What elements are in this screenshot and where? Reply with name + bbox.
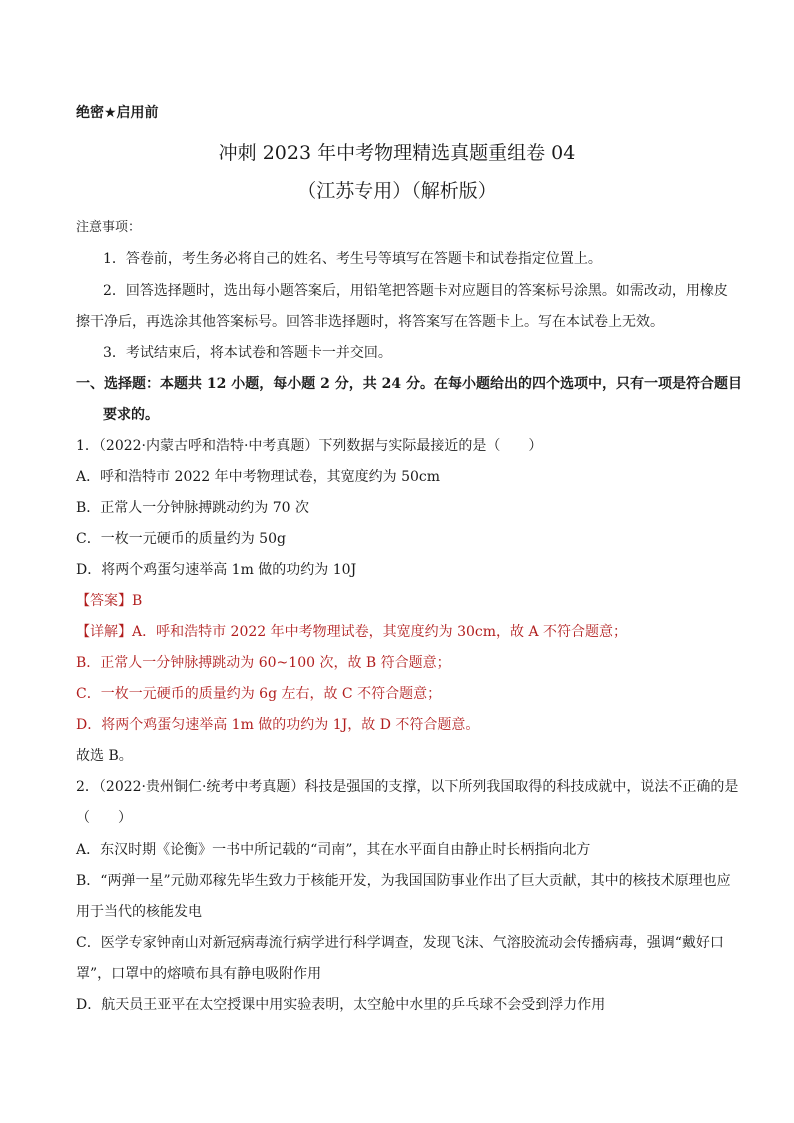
question-1-answer: 【答案】B bbox=[76, 593, 143, 609]
question-1-option-b: B．正常人一分钟脉搏跳动约为 70 次 bbox=[76, 500, 310, 516]
question-1-stem: 1．（2022·内蒙古呼和浩特·中考真题）下列数据与实际最接近的是（ ） bbox=[76, 438, 543, 454]
section-description: 本题共 12 小题，每小题 2 分，共 24 分。在每小题给出的四个选项中，只有一项是符合题目 bbox=[160, 376, 742, 392]
notice-item-1: 1．答卷前，考生务必将自己的姓名、考生号等填写在答题卡和试卷指定位置上。 bbox=[103, 251, 602, 267]
question-2-stem-cont: （ ） bbox=[76, 810, 132, 826]
page-title: 冲刺 2023 年中考物理精选真题重组卷 04 bbox=[218, 142, 576, 164]
section-heading bbox=[76, 374, 742, 394]
notice-item-2: 2．回答选择题时，选出每小题答案后，用铅笔把答题卡对应题目的答案标号涂黑。如需改动，用橡皮 bbox=[103, 283, 728, 299]
detail-option-a: A．呼和浩特市 2022 年中考物理试卷，其宽度约为 30cm，故 A 不符合题意； bbox=[132, 624, 628, 640]
notice-item-2-cont: 擦干净后，再选涂其他答案标号。回答非选择题时，将答案写在答题卡上。写在本试卷上无效。 bbox=[76, 314, 664, 330]
notice-heading: 注意事项： bbox=[76, 220, 142, 235]
question-1-option-d: D．将两个鸡蛋匀速举高 1m 做的功约为 10J bbox=[76, 562, 357, 578]
question-1-conclusion: 故选 B。 bbox=[76, 748, 133, 764]
question-1-detail bbox=[76, 622, 627, 642]
question-1-option-a: A．呼和浩特市 2022 年中考物理试卷，其宽度约为 50cm bbox=[76, 469, 441, 485]
detail-option-c: C．一枚一元硬币的质量约为 6g 左右，故 C 不符合题意； bbox=[76, 686, 442, 702]
notice-item-3: 3．考试结束后，将本试卷和答题卡一并交回。 bbox=[103, 345, 392, 361]
question-2-stem: 2．（2022·贵州铜仁·统考中考真题）科技是强国的支撑，以下所列我国取得的科技成就中，说法不正确的是 bbox=[76, 779, 739, 795]
detail-option-d: D．将两个鸡蛋匀速举高 1m 做的功约为 1J，故 D 不符合题意。 bbox=[76, 717, 480, 733]
question-2-option-a: A．东汉时期《论衡》一书中所记载的“司南”，其在水平面自由静止时长柄指向北方 bbox=[76, 842, 591, 858]
confidential-mark: 绝密★启用前 bbox=[76, 105, 159, 121]
question-2-option-b: B．“两弹一星”元勋邓稼先毕生致力于核能开发，为我国国防事业作出了巨大贡献，其中的核技术原理也应 bbox=[76, 873, 731, 889]
question-2-option-c: C．医学专家钟南山对新冠病毒流行病学进行科学调查，发现飞沫、气溶胶流动会传播病毒，强调“戴好口 bbox=[76, 935, 724, 951]
page-subtitle: （江苏专用）（解析版） bbox=[297, 180, 497, 202]
question-2-option-d: D．航天员王亚平在太空授课中用实验表明，太空舱中水里的乒乓球不会受到浮力作用 bbox=[76, 997, 606, 1013]
question-2-option-b-cont: 用于当代的核能发电 bbox=[76, 904, 202, 920]
detail-option-b: B．正常人一分钟脉搏跳动为 60~100 次，故 B 符合题意； bbox=[76, 655, 451, 671]
question-2-option-c-cont: 罩”，口罩中的熔喷布具有静电吸附作用 bbox=[76, 966, 322, 982]
section-description-cont: 要求的。 bbox=[103, 407, 159, 423]
detail-label: 【详解】 bbox=[76, 624, 132, 640]
question-1-option-c: C．一枚一元硬币的质量约为 50g bbox=[76, 531, 286, 547]
section-label: 一、选择题： bbox=[76, 376, 160, 392]
